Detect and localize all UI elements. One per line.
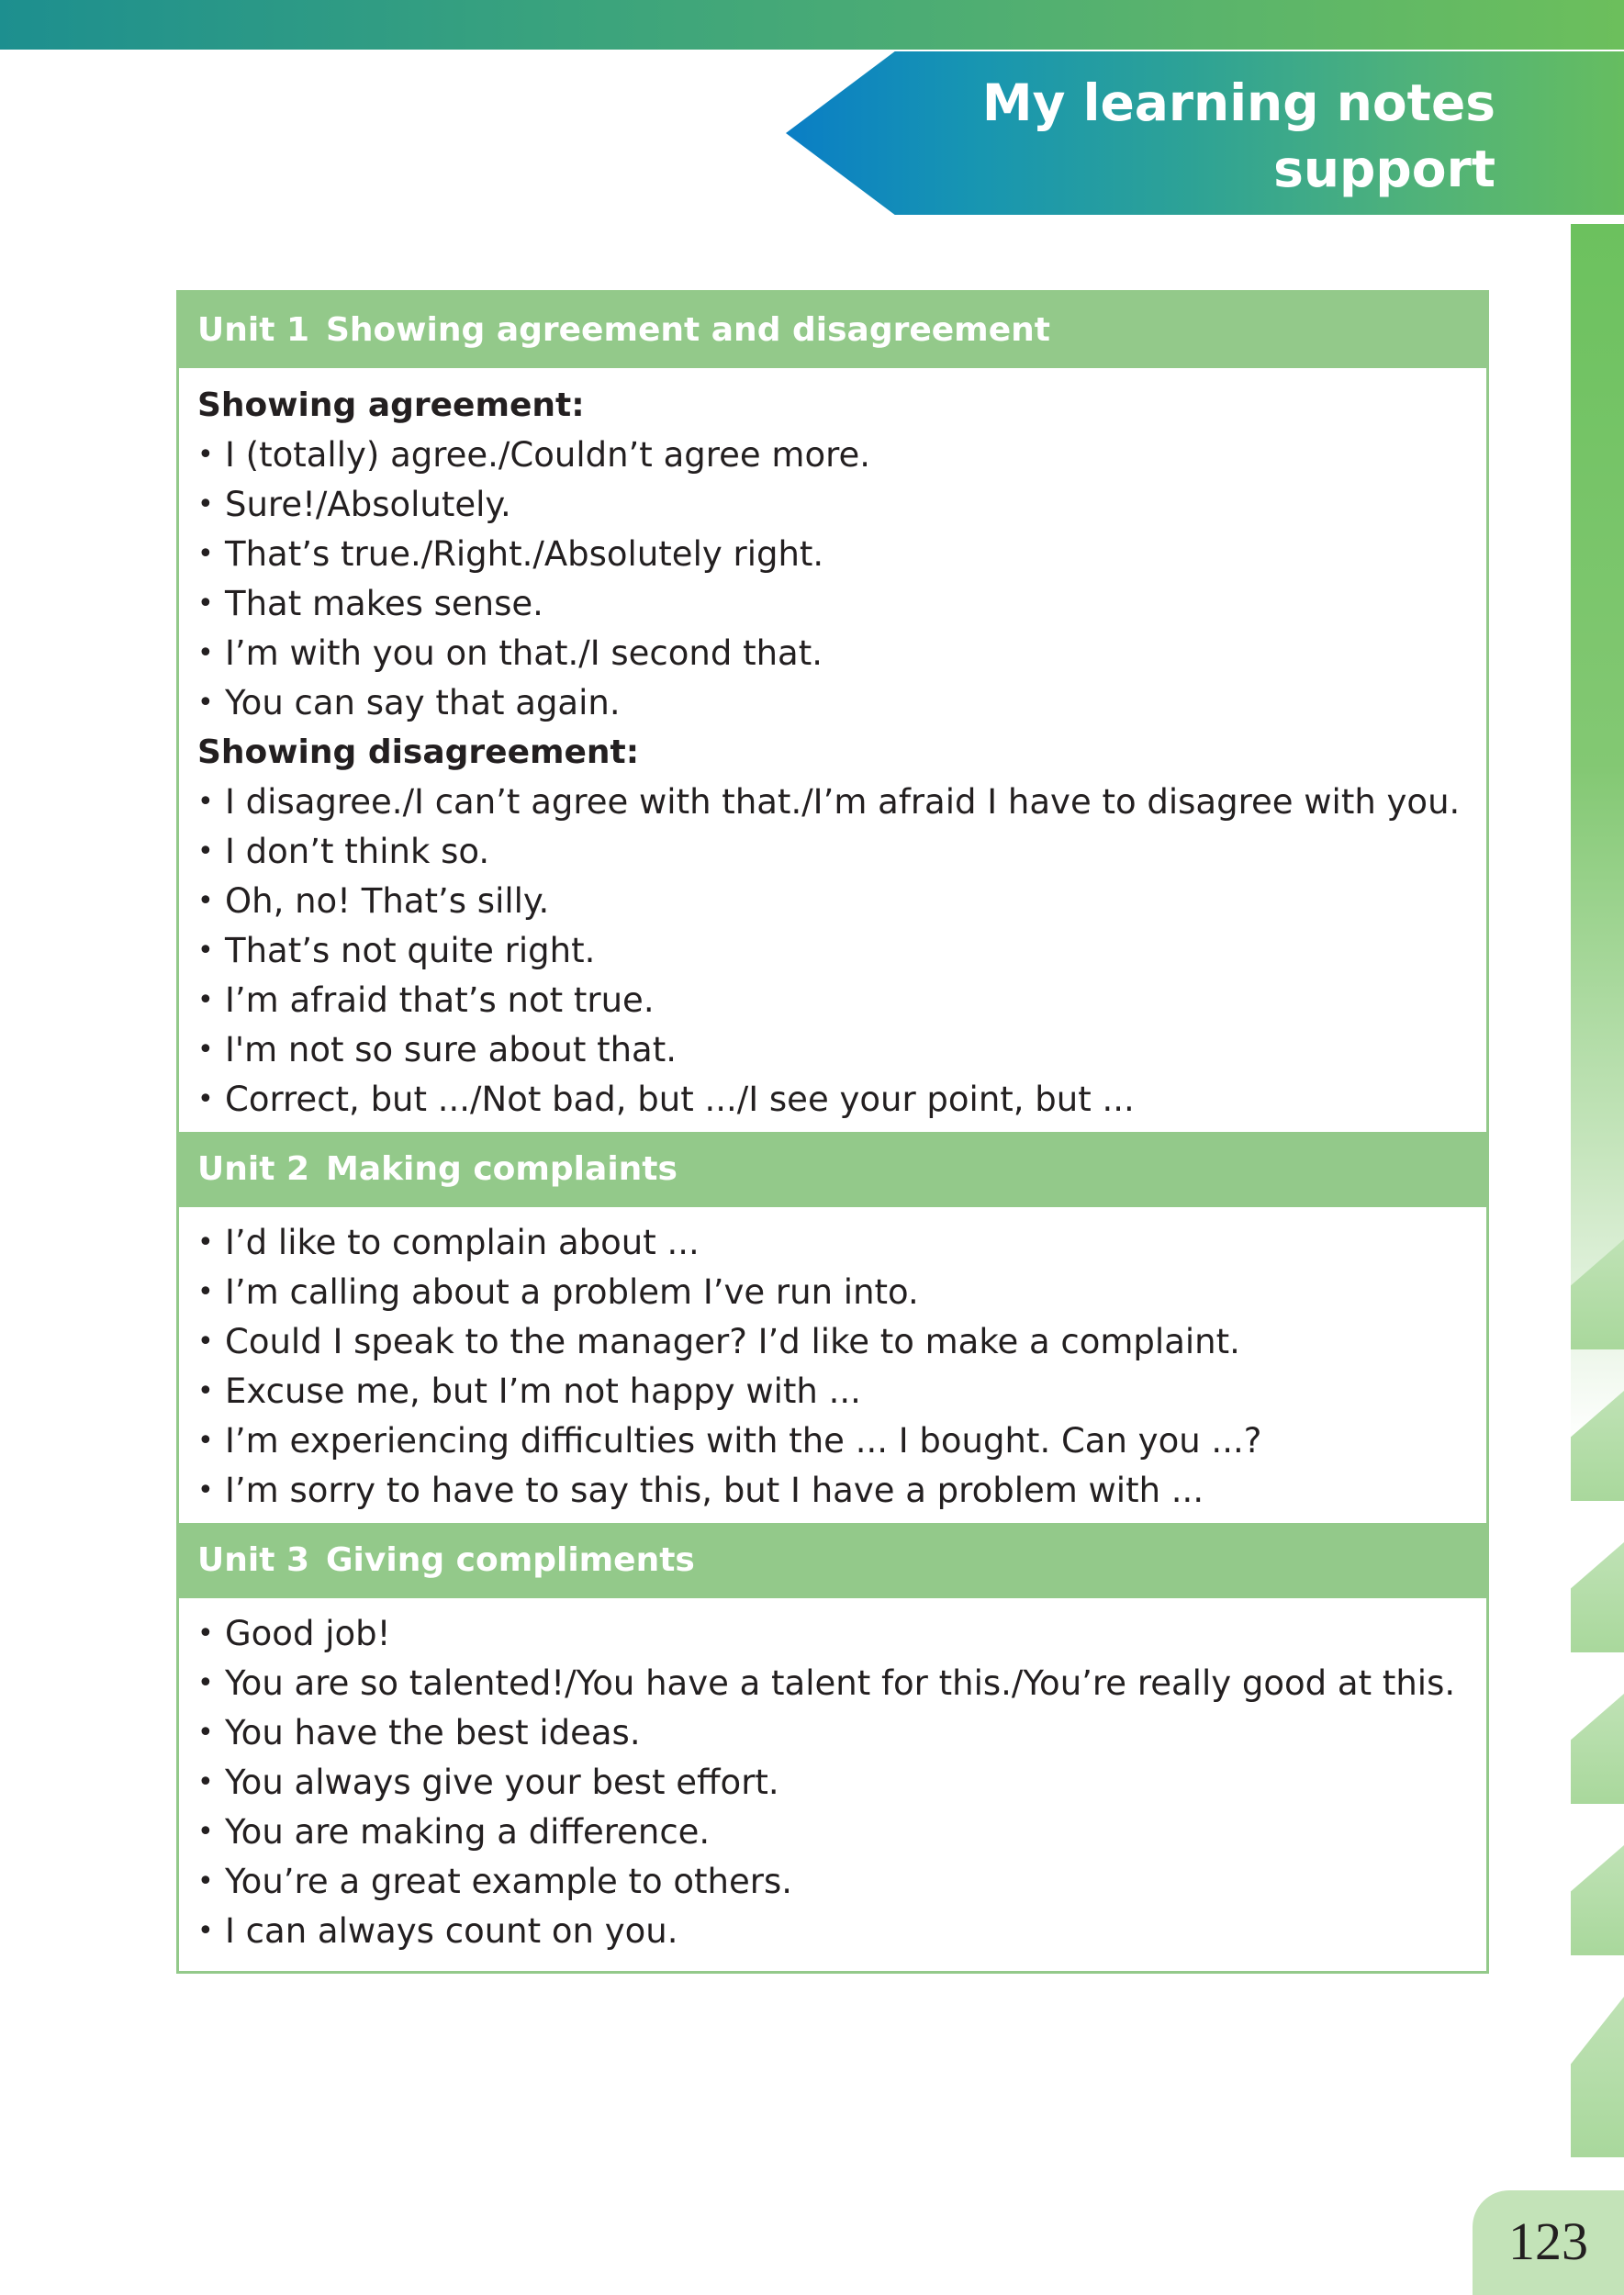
list-item: • You are making a difference. — [197, 1808, 1468, 1857]
unit-number: Unit 2 — [197, 1150, 309, 1188]
list-item: • I don’t think so. — [197, 827, 1468, 877]
list-item: • That’s true./Right./Absolutely right. — [197, 530, 1468, 579]
phrase-list — [197, 778, 1468, 1125]
list-item: • You have the best ideas. — [197, 1708, 1468, 1758]
list-item: • I’m afraid that’s not true. — [197, 976, 1468, 1025]
list-item: • I’d like to complain about ... — [197, 1218, 1468, 1268]
list-item: • Oh, no! That’s silly. — [197, 877, 1468, 926]
learning-notes-table — [176, 290, 1489, 1974]
top-color-bar — [0, 0, 1624, 50]
group-heading: Showing agreement: — [197, 386, 585, 424]
unit-3-header — [179, 1523, 1486, 1598]
list-item: • Correct, but .../Not bad, but .../I see your point, but ... — [197, 1075, 1468, 1125]
list-item: • Excuse me, but I’m not happy with ... — [197, 1367, 1468, 1416]
list-item: • Could I speak to the manager? I’d like to make a complaint. — [197, 1317, 1468, 1367]
unit-number: Unit 3 — [197, 1541, 309, 1579]
list-item: • You can say that again. — [197, 678, 1468, 728]
unit-2-content — [179, 1207, 1486, 1523]
unit-title: Making complaints — [326, 1150, 678, 1188]
unit-1-content — [179, 368, 1486, 1132]
list-item: • I’m with you on that./I second that. — [197, 629, 1468, 678]
unit-3-content — [179, 1598, 1486, 1964]
phrase-list — [197, 431, 1468, 728]
list-item: • I'm not so sure about that. — [197, 1025, 1468, 1075]
phrase-list — [197, 1218, 1468, 1516]
list-item: • I can always count on you. — [197, 1907, 1468, 1956]
unit-1-header — [179, 293, 1486, 368]
list-item: • Sure!/Absolutely. — [197, 480, 1468, 530]
list-item: • That makes sense. — [197, 579, 1468, 629]
list-item: • You always give your best effort. — [197, 1758, 1468, 1808]
unit-title: Giving compliments — [326, 1541, 695, 1579]
list-item: • I (totally) agree./Couldn’t agree more. — [197, 431, 1468, 480]
group-heading: Showing disagreement: — [197, 733, 640, 771]
list-item: • I’m sorry to have to say this, but I have a problem with ... — [197, 1466, 1468, 1516]
list-item: • I’m calling about a problem I’ve run into. — [197, 1268, 1468, 1317]
page-title — [853, 70, 1495, 202]
page-title-line-1: My learning notes — [981, 73, 1495, 132]
list-item: • That’s not quite right. — [197, 926, 1468, 976]
phrase-list — [197, 1609, 1468, 1956]
unit-title: Showing agreement and disagreement — [326, 311, 1050, 349]
unit-2-header — [179, 1132, 1486, 1207]
page-title-line-2: support — [1273, 140, 1495, 198]
list-item: • I disagree./I can’t agree with that./I’m afraid I have to disagree with you. — [197, 778, 1468, 827]
list-item: • You are so talented!/You have a talent for this./You’re really good at this. — [197, 1659, 1468, 1708]
list-item: • I’m experiencing difficulties with the ... I bought. Can you ...? — [197, 1416, 1468, 1466]
list-item: • You’re a great example to others. — [197, 1857, 1468, 1907]
page-number: 123 — [1473, 2190, 1624, 2295]
list-item: • Good job! — [197, 1609, 1468, 1659]
unit-number: Unit 1 — [197, 311, 309, 349]
